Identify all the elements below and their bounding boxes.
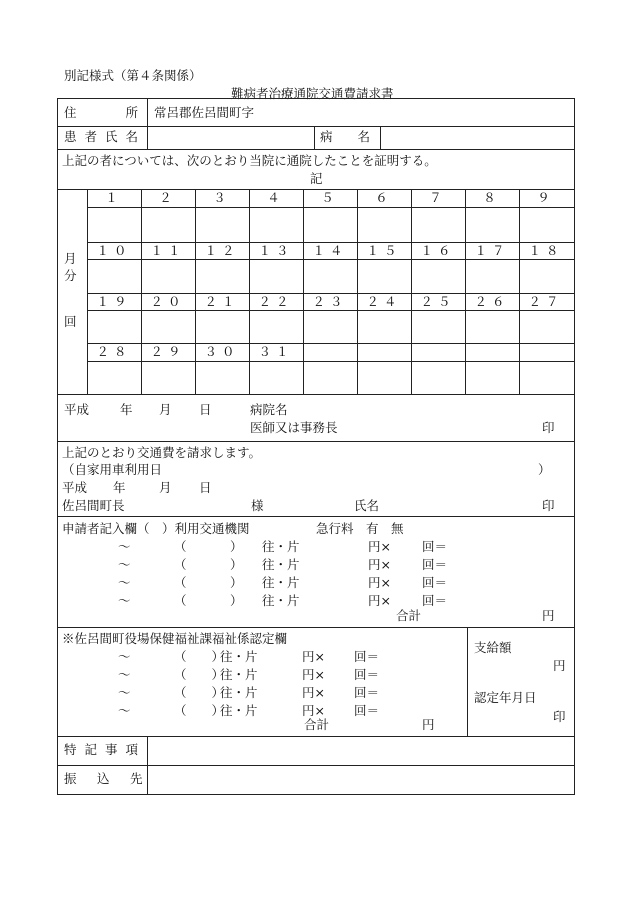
- yen-times: 円×: [302, 685, 325, 700]
- day-number: ２７: [528, 294, 564, 309]
- day-number: ４: [267, 190, 285, 205]
- row-divider: [58, 126, 574, 127]
- transfer-label: 振 込 先: [64, 771, 147, 786]
- route-tilde: ～: [118, 649, 131, 664]
- patient-name-label: 患者氏名: [64, 129, 147, 144]
- form-reference: 別記様式（第４条関係）: [64, 68, 202, 83]
- claim-statement: 上記のとおり交通費を請求します。: [62, 445, 262, 460]
- day-number: ２６: [474, 294, 510, 309]
- times-equals: 回＝: [354, 649, 380, 664]
- day-number: １２: [204, 243, 240, 258]
- route-tilde: ～: [118, 667, 131, 682]
- cert-month: 月: [159, 402, 172, 417]
- day-number: １０: [96, 243, 132, 258]
- claim-day: 日: [199, 480, 212, 495]
- day-number: １４: [312, 243, 348, 258]
- approval-date-label: 認定年月日: [474, 690, 537, 705]
- day-number: ５: [321, 190, 339, 205]
- col-divider: [380, 126, 381, 149]
- row-divider: [58, 394, 574, 395]
- day-number: ７: [429, 190, 447, 205]
- address-value: 常呂郡佐呂間町字: [154, 105, 255, 120]
- row-divider: [58, 149, 574, 150]
- yen-label: 円: [422, 717, 435, 732]
- times-equals: 回＝: [422, 557, 448, 572]
- grid-line: [87, 361, 574, 362]
- grid-line: [87, 189, 88, 394]
- trip-type: 往・片: [220, 685, 258, 700]
- yen-times: 円×: [302, 703, 325, 718]
- form-title: 難病者治療通院交通費請求書: [231, 86, 394, 101]
- trip-type: 往・片: [220, 667, 258, 682]
- grid-line: [87, 310, 574, 311]
- day-number: １６: [420, 243, 456, 258]
- trip-type: 往・片: [262, 593, 300, 608]
- day-number: ２: [159, 190, 177, 205]
- day-number: １１: [150, 243, 186, 258]
- yen-times: 円×: [302, 649, 325, 664]
- remarks-label: 特記事項: [64, 742, 147, 757]
- yen-times: 円×: [368, 593, 391, 608]
- private-car-close: ）: [538, 462, 551, 477]
- row-divider: [58, 441, 574, 442]
- cert-day: 日: [199, 402, 212, 417]
- grid-line: [249, 189, 250, 394]
- seal-mark: 印: [542, 420, 555, 435]
- yen-times: 円×: [302, 667, 325, 682]
- applicant-heading: 申請者記入欄（ ）利用交通機関: [62, 521, 250, 536]
- month-label: 月分: [64, 251, 77, 283]
- row-divider: [58, 765, 574, 766]
- count-label: 回: [64, 314, 77, 329]
- paren-close: ）: [230, 539, 243, 554]
- paren-pair: （ ）: [174, 685, 225, 700]
- col-divider: [314, 126, 315, 149]
- grid-line: [411, 189, 412, 394]
- approval-heading: ※佐呂間町役場保健福祉課福祉係認定欄: [62, 631, 288, 646]
- private-car-open: （自家用車利用日: [62, 462, 163, 477]
- paren-pair: （ ）: [174, 649, 225, 664]
- ki-label: 記: [310, 171, 323, 186]
- col-divider: [147, 736, 148, 794]
- day-number: ８: [483, 190, 501, 205]
- grid-line: [141, 189, 142, 394]
- trip-type: 往・片: [262, 539, 300, 554]
- day-number: １８: [528, 243, 564, 258]
- times-equals: 回＝: [354, 703, 380, 718]
- grid-line: [519, 189, 520, 394]
- times-equals: 回＝: [354, 667, 380, 682]
- yen-times: 円×: [368, 557, 391, 572]
- day-number: ３０: [204, 344, 240, 359]
- row-divider: [58, 516, 574, 517]
- times-equals: 回＝: [422, 539, 448, 554]
- times-equals: 回＝: [422, 593, 448, 608]
- grid-line: [87, 207, 574, 208]
- claimant-name-label: 氏名: [354, 498, 380, 513]
- day-number: ３: [213, 190, 231, 205]
- total-label: 合計: [304, 717, 330, 732]
- claim-year: 年: [113, 480, 126, 495]
- times-equals: 回＝: [354, 685, 380, 700]
- day-number: １５: [366, 243, 402, 258]
- day-number: ２３: [312, 294, 348, 309]
- col-divider: [147, 99, 148, 149]
- address-label: 住 所: [64, 105, 147, 120]
- honorific-label: 様: [251, 498, 264, 513]
- claim-form: [57, 98, 575, 795]
- hospital-name-label: 病院名: [250, 402, 288, 417]
- route-tilde: ～: [118, 685, 131, 700]
- day-number: １９: [96, 294, 132, 309]
- day-number: ２２: [258, 294, 294, 309]
- day-number: １: [105, 190, 123, 205]
- day-number: ３１: [258, 344, 294, 359]
- paren-close: ）: [230, 575, 243, 590]
- paren-pair: （ ）: [174, 703, 225, 718]
- yen-times: 円×: [368, 575, 391, 590]
- paren-open: （: [174, 539, 187, 554]
- row-divider: [58, 736, 574, 737]
- seal-mark: 印: [542, 498, 555, 513]
- trip-type: 往・片: [262, 557, 300, 572]
- yen-times: 円×: [368, 539, 391, 554]
- day-number: １３: [258, 243, 294, 258]
- day-number: １７: [474, 243, 510, 258]
- trip-type: 往・片: [262, 575, 300, 590]
- grid-line: [87, 259, 574, 260]
- seal-mark: 印: [553, 709, 566, 724]
- mayor-label: 佐呂間町長: [62, 498, 125, 513]
- day-number: ２４: [366, 294, 402, 309]
- cert-year: 年: [120, 402, 133, 417]
- payment-amount-label: 支給額: [474, 640, 512, 655]
- col-divider: [467, 627, 468, 736]
- claim-month: 月: [159, 480, 172, 495]
- route-tilde: ～: [118, 575, 131, 590]
- total-label: 合計: [396, 608, 422, 623]
- day-number: ２５: [420, 294, 456, 309]
- grid-line: [465, 189, 466, 394]
- paren-close: ）: [230, 557, 243, 572]
- day-number: ９: [537, 190, 555, 205]
- paren-open: （: [174, 557, 187, 572]
- paren-open: （: [174, 593, 187, 608]
- day-number: ６: [375, 190, 393, 205]
- route-tilde: ～: [118, 539, 131, 554]
- cert-era: 平成: [64, 402, 90, 417]
- trip-type: 往・片: [220, 703, 258, 718]
- express-fee-label: 急行料 有 無: [316, 521, 404, 536]
- route-tilde: ～: [118, 703, 131, 718]
- grid-line: [303, 189, 304, 394]
- grid-line: [195, 189, 196, 394]
- yen-label: 円: [542, 608, 555, 623]
- day-number: ２９: [150, 344, 186, 359]
- day-number: ２１: [204, 294, 240, 309]
- paren-close: ）: [230, 593, 243, 608]
- day-number: ２０: [150, 294, 186, 309]
- route-tilde: ～: [118, 557, 131, 572]
- paren-pair: （ ）: [174, 667, 225, 682]
- times-equals: 回＝: [422, 575, 448, 590]
- certification-statement: 上記の者については、次のとおり当院に通院したことを証明する。: [62, 153, 437, 168]
- day-number: ２８: [96, 344, 132, 359]
- trip-type: 往・片: [220, 649, 258, 664]
- grid-line: [357, 189, 358, 394]
- disease-label: 病 名: [320, 129, 371, 144]
- route-tilde: ～: [118, 593, 131, 608]
- director-label: 医師又は事務長: [250, 420, 338, 435]
- payment-yen: 円: [553, 658, 566, 673]
- paren-open: （: [174, 575, 187, 590]
- row-divider: [58, 627, 574, 628]
- claim-era: 平成: [62, 480, 88, 495]
